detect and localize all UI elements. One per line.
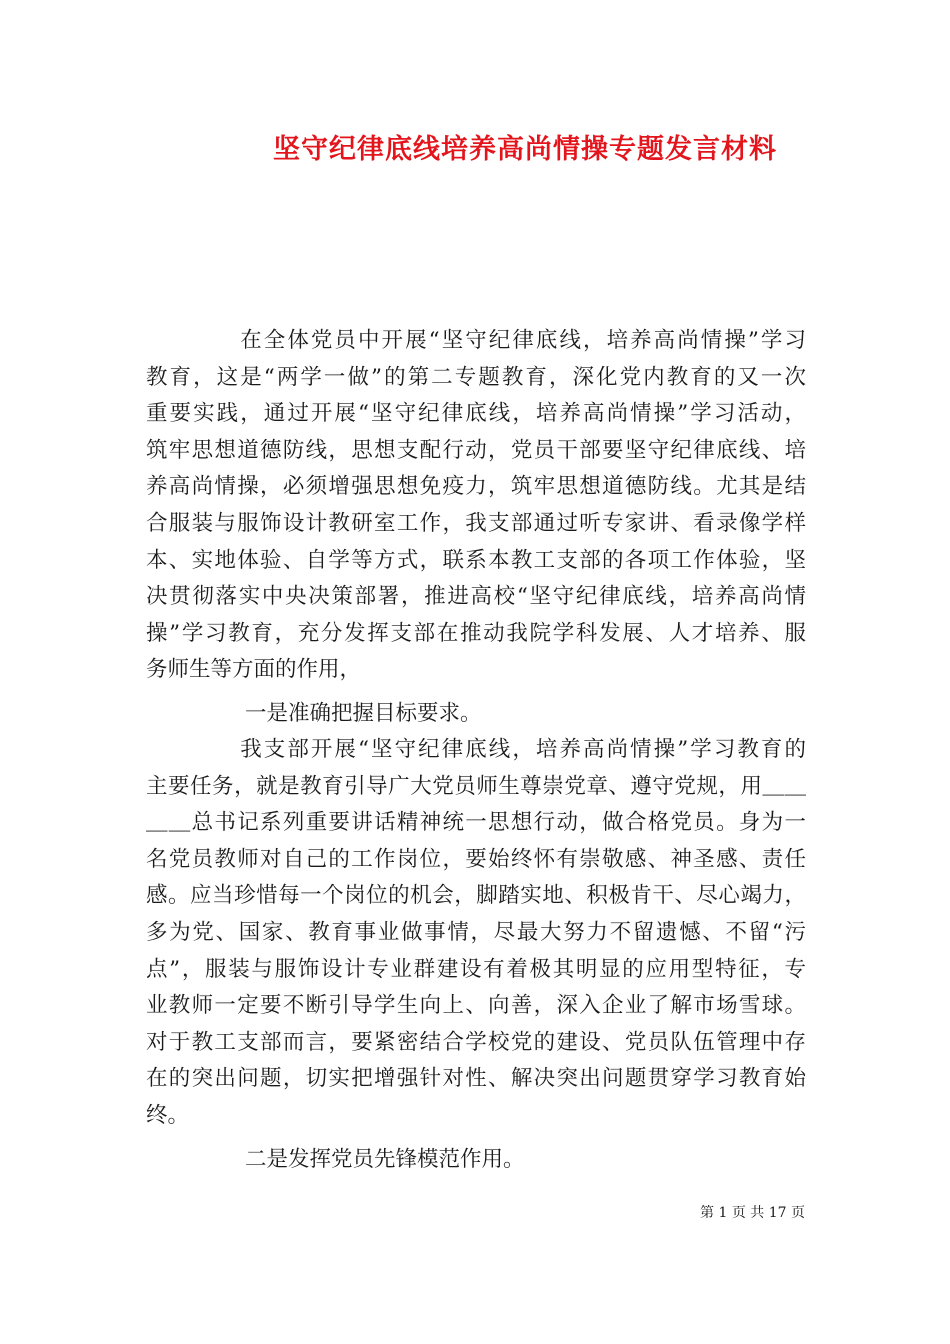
paragraph-line: ＿＿总书记系列重要讲话精神统一思想行动，做合格党员。身为一 bbox=[146, 810, 806, 836]
paragraph-line: 操”学习教育，充分发挥支部在推动我院学科发展、人才培养、服 bbox=[146, 620, 806, 646]
paragraph-line: 在的突出问题，切实把增强针对性、解决突出问题贯穿学习教育始 bbox=[146, 1066, 806, 1092]
paragraph-line: 重要实践，通过开展“坚守纪律底线，培养高尚情操”学习活动， bbox=[146, 401, 806, 427]
page-number-footer: 第 1 页 共 17 页 bbox=[700, 1205, 805, 1221]
paragraph-line: 对于教工支部而言，要紧密结合学校党的建设、党员队伍管理中存 bbox=[146, 1029, 806, 1055]
paragraph-line: 我支部开展“坚守纪律底线，培养高尚情操”学习教育的 bbox=[146, 737, 806, 762]
paragraph-line: 终。 bbox=[146, 1102, 190, 1128]
paragraph-line: 教育，这是“两学一做”的第二专题教育，深化党内教育的又一次 bbox=[146, 364, 806, 390]
section-heading-2: 二是发挥党员先锋模范作用。 bbox=[245, 1147, 525, 1172]
paragraph-line: 合服装与服饰设计教研室工作，我支部通过听专家讲、看录像学样 bbox=[146, 510, 806, 536]
paragraph-line: 感。应当珍惜每一个岗位的机会，脚踏实地、积极肯干、尽心竭力， bbox=[146, 883, 806, 909]
paragraph-line: 主要任务，就是教育引导广大党员师生尊崇党章、遵守党规，用＿＿ bbox=[146, 773, 806, 799]
paragraph-line: 务师生等方面的作用， bbox=[146, 657, 362, 683]
paragraph-line: 点”，服装与服饰设计专业群建设有着极其明显的应用型特征，专 bbox=[146, 956, 806, 982]
paragraph-line: 决贯彻落实中央决策部署，推进高校“坚守纪律底线，培养高尚情 bbox=[146, 584, 806, 610]
section-heading-1: 一是准确把握目标要求。 bbox=[245, 701, 482, 726]
paragraph-line: 在全体党员中开展“坚守纪律底线，培养高尚情操”学习 bbox=[146, 328, 806, 353]
paragraph-line: 业教师一定要不断引导学生向上、向善，深入企业了解市场雪球。 bbox=[146, 993, 806, 1019]
paragraph-line: 多为党、国家、教育事业做事情，尽最大努力不留遗憾、不留“污 bbox=[146, 919, 806, 945]
paragraph-2 bbox=[146, 732, 806, 1135]
paragraph-line: 本、实地体验、自学等方式，联系本教工支部的各项工作体验，坚 bbox=[146, 547, 806, 573]
paragraph-line: 筑牢思想道德防线，思想支配行动，党员干部要坚守纪律底线、培 bbox=[146, 437, 806, 463]
paragraph-line: 名党员教师对自己的工作岗位，要始终怀有崇敬感、神圣感、责任 bbox=[146, 846, 806, 872]
paragraph-1 bbox=[146, 323, 806, 689]
paragraph-line: 养高尚情操，必须增强思想免疫力，筑牢思想道德防线。尤其是结 bbox=[146, 474, 806, 500]
document-title: 坚守纪律底线培养高尚情操专题发言材料 bbox=[273, 134, 777, 165]
